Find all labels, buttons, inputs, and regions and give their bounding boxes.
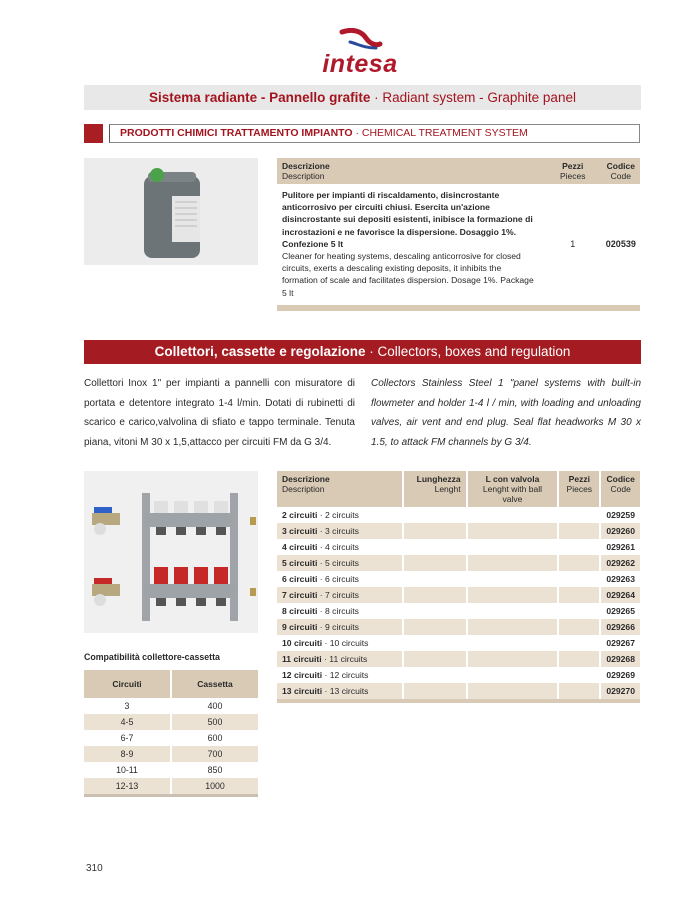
product-code: 020539 [605, 239, 636, 250]
chemical-products-table [277, 158, 640, 311]
row-description: 3 circuiti · 3 circuits [277, 523, 403, 539]
row-box-size: 600 [207, 733, 223, 743]
row-code: 029270 [600, 683, 640, 699]
header-code: Codice Code [606, 474, 635, 494]
row-description: 6 circuiti · 6 circuits [277, 571, 403, 587]
logo-swoosh-icon [336, 28, 384, 52]
page-title-it: Sistema radiante - Pannello grafite [149, 90, 371, 105]
row-length-valve [467, 571, 559, 587]
row-circuits: 6-7 [84, 730, 171, 746]
header-pieces: Pezzi Pieces [559, 161, 586, 181]
row-pieces [558, 683, 600, 699]
header-length: Lunghezza Lenght [403, 471, 467, 507]
header-code: Codice Code [606, 161, 635, 181]
row-length-valve [467, 523, 559, 539]
row-length [403, 667, 467, 683]
row-box-size: 500 [171, 714, 258, 730]
compatibility-title: Compatibilità collettore-cassetta [84, 652, 220, 662]
table-bottom-rule [277, 305, 640, 311]
table-row [277, 184, 640, 305]
table-row [277, 555, 640, 571]
row-length-valve [467, 555, 559, 571]
row-length-valve [467, 635, 559, 651]
row-length [403, 619, 467, 635]
row-length-valve [467, 539, 559, 555]
row-length-valve [467, 667, 559, 683]
row-box-size: 1000 [171, 778, 258, 794]
row-description: 13 circuiti · 13 circuits [277, 683, 403, 699]
row-description: 5 circuiti · 5 circuits [277, 555, 403, 571]
product-description: Pulitore per impianti di riscaldamento, disincrostante anticorrosivo per circuiti chiusi. Esercita un'azione disincrostante sui depositi esistenti, inibisce la formazione di incrostazioni e ne favorisce la dispersione. Dosaggio 1%. Confezione 5 lt Cleaner for heating systems, descaling anticorrosive for closed circuits, exerts a descaling existing deposits, it inhibits the formation of scale and facilitates dispersion. Dosage 1%. Package 5 lt [282, 190, 534, 298]
row-box-size: 700 [171, 746, 258, 762]
table-row [277, 651, 640, 667]
row-code: 029266 [600, 619, 640, 635]
table-row [277, 667, 640, 683]
table-header-row [277, 471, 640, 507]
header-length-valve: L con valvola Lenght with ball valve [467, 471, 559, 507]
row-code: 029259 [606, 510, 635, 520]
row-code: 029265 [606, 606, 635, 616]
row-length [403, 523, 467, 539]
row-box-size: 850 [207, 765, 223, 775]
row-box-size: 400 [207, 701, 223, 711]
table-row [84, 714, 258, 730]
row-code: 029261 [606, 542, 635, 552]
row-description: 10 circuiti · 10 circuits [277, 635, 403, 651]
table-row [84, 762, 258, 778]
row-code: 029267 [606, 638, 635, 648]
page-number: 310 [86, 863, 103, 874]
product-image-collector [84, 471, 258, 633]
product-image-canister [84, 158, 258, 265]
table-row [277, 507, 640, 523]
brand-logo [320, 28, 400, 80]
row-pieces [558, 603, 600, 619]
row-pieces [558, 523, 600, 539]
row-pieces [558, 651, 600, 667]
table-row [277, 523, 640, 539]
row-length [403, 571, 467, 587]
description-italian: Collettori Inox 1" per impianti a pannelli con misuratore di portata e detentore integrato 1-4 l/min. Dotati di rubinetti di scarico e carico,valvolina di sfiato e tappo terminale. Tenuta piana, vitoni M 30 x 1,5,attacco per circuiti FM da G 3/4. [84, 378, 355, 448]
section-title-en: CHEMICAL TREATMENT SYSTEM [361, 127, 528, 139]
row-length [403, 555, 467, 571]
table-row [277, 539, 640, 555]
header-pieces: Pezzi Pieces [558, 471, 600, 507]
row-description: 7 circuiti · 7 circuits [277, 587, 403, 603]
row-code: 029264 [600, 587, 640, 603]
table-row [84, 778, 258, 794]
row-length-valve [467, 619, 559, 635]
collectors-table [277, 471, 640, 703]
header-box: Cassetta [197, 679, 233, 689]
row-pieces [558, 619, 600, 635]
description-english: Collectors Stainless Steel 1 "panel systems with built-in flowmeter and holder 1-4 l / min, with loading and unloading valves, air vent and end plug. Seal flat headworks M 30 x 1.5, to attack FM channels by G 3/4. [371, 378, 641, 448]
canister-icon [84, 158, 258, 265]
table-row [277, 619, 640, 635]
page-title-en: Radiant system - Graphite panel [382, 90, 576, 105]
header-circuits: Circuiti [84, 670, 171, 698]
row-circuits: 8-9 [84, 746, 171, 762]
section-separator: · [352, 127, 362, 139]
row-pieces [558, 571, 600, 587]
row-circuits: 10-11 [84, 762, 171, 778]
table-row [277, 635, 640, 651]
table-bottom-rule [277, 699, 640, 703]
row-pieces [558, 555, 600, 571]
row-pieces [558, 539, 600, 555]
row-pieces [558, 635, 600, 651]
section-heading-chemical [109, 124, 640, 143]
table-header-row [277, 158, 640, 184]
row-length [403, 603, 467, 619]
table-row [277, 603, 640, 619]
table-row [84, 746, 258, 762]
row-code: 029263 [606, 574, 635, 584]
row-length-valve [467, 507, 559, 523]
section-title-it: Collettori, cassette e regolazione [154, 344, 366, 359]
section-marker [84, 124, 103, 143]
section-heading-collectors [84, 340, 641, 364]
row-description: 2 circuiti · 2 circuits [277, 507, 403, 523]
table-row [84, 730, 258, 746]
page-title-band [84, 85, 641, 110]
row-length-valve [467, 603, 559, 619]
row-description: 8 circuiti · 8 circuits [277, 603, 403, 619]
row-length [403, 507, 467, 523]
row-length [403, 683, 467, 699]
row-length-valve [467, 651, 559, 667]
product-pieces: 1 [570, 239, 576, 250]
section-title-it: PRODOTTI CHIMICI TRATTAMENTO IMPIANTO [120, 127, 353, 139]
row-pieces [558, 587, 600, 603]
row-length-valve [467, 683, 559, 699]
table-header-row [84, 670, 258, 698]
row-length [403, 587, 467, 603]
header-description: Descrizione Description [282, 161, 330, 181]
row-pieces [558, 667, 600, 683]
row-length [403, 651, 467, 667]
section-title-en: Collectors, boxes and regulation [377, 344, 571, 359]
row-code: 029269 [606, 670, 635, 680]
row-circuits: 3 [84, 698, 171, 714]
compatibility-table [84, 670, 258, 797]
row-circuits: 12-13 [84, 778, 171, 794]
row-description: 11 circuiti · 11 circuits [277, 651, 403, 667]
table-row [277, 683, 640, 699]
row-code: 029260 [600, 523, 640, 539]
table-bottom-rule [84, 794, 258, 797]
header-description: Descrizione Description [277, 471, 403, 507]
manifold-icon [84, 471, 258, 633]
row-circuits: 4-5 [84, 714, 171, 730]
row-description: 4 circuiti · 4 circuits [277, 539, 403, 555]
section-separator: · [365, 344, 378, 359]
row-length [403, 539, 467, 555]
row-code: 029262 [600, 555, 640, 571]
row-length [403, 635, 467, 651]
table-row [84, 698, 258, 714]
title-separator: · [370, 90, 383, 105]
row-length-valve [467, 587, 559, 603]
row-description: 12 circuiti · 12 circuits [277, 667, 403, 683]
row-description: 9 circuiti · 9 circuits [277, 619, 403, 635]
table-row [277, 587, 640, 603]
row-pieces [558, 507, 600, 523]
table-row [277, 571, 640, 587]
row-code: 029268 [600, 651, 640, 667]
logo-wordmark: intesa [322, 50, 398, 78]
